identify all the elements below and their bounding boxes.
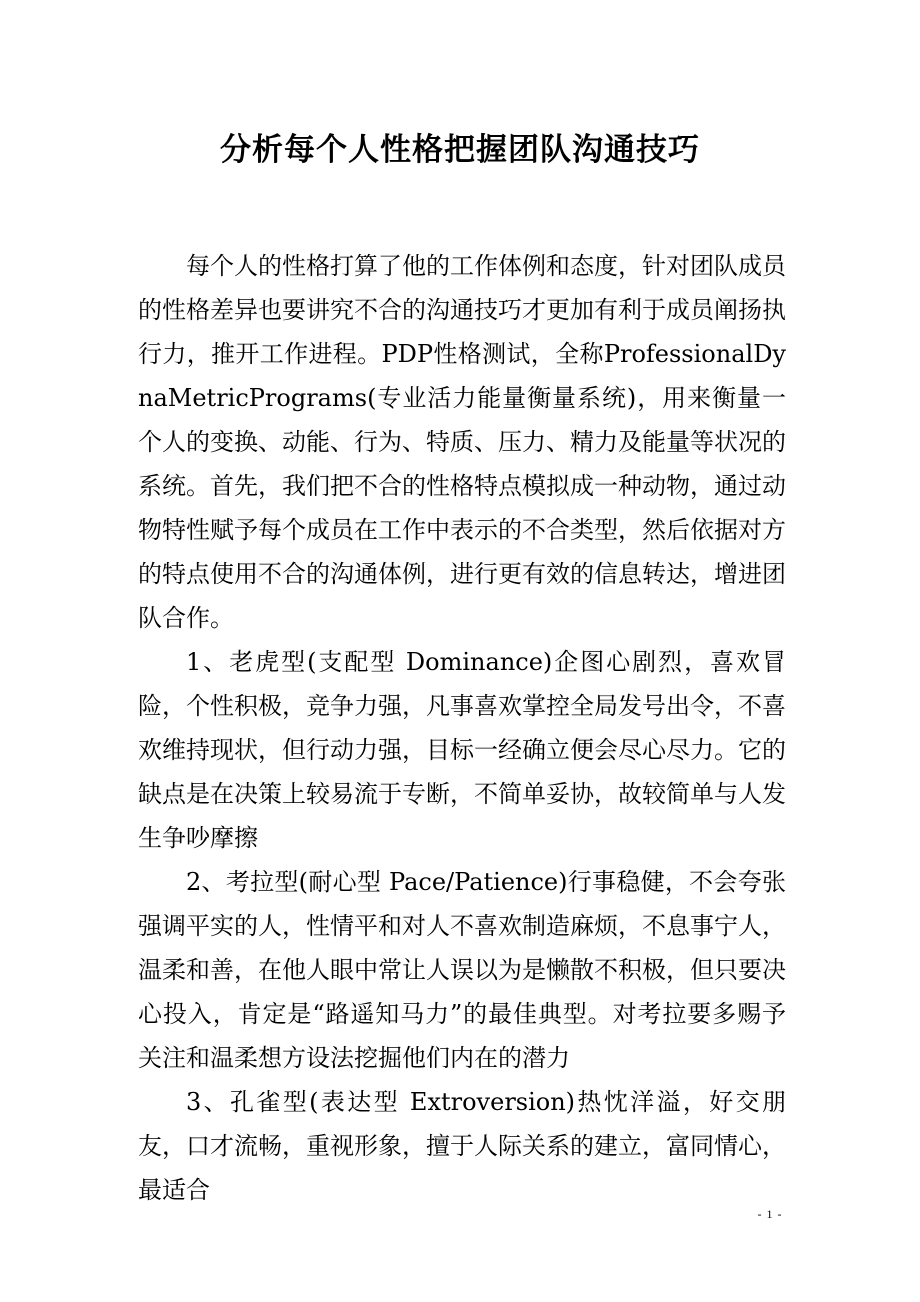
paragraph-koala-type: 2、考拉型(耐心型 Pace/Patience)行事稳健，不会夸张强调平实的人，性情平和对人不喜欢制造麻烦，不息事宁人，温柔和善，在他人眼中常让人误以为是懒散不积极，但只要决心投入，肯定是“路遥知马力”的最佳典型。对考拉要多赐予关注和温柔想方设法挖掘他们内在的潜力 bbox=[138, 868, 786, 1072]
paragraph-peacock-type: 3、孔雀型(表达型 Extroversion)热忱洋溢，好交朋友，口才流畅，重视形象，擅于人际关系的建立，富同情心，最适合 bbox=[138, 1088, 786, 1204]
document-title: 分析每个人性格把握团队沟通技巧 bbox=[220, 132, 700, 168]
document-body bbox=[138, 244, 786, 1212]
page-number: - 1 - bbox=[757, 1207, 783, 1221]
paragraph-intro: 每个人的性格打算了他的工作体例和态度，针对团队成员的性格差异也要讲究不合的沟通技巧才更加有利于成员阐扬执行力，推开工作进程。PDP性格测试，全称ProfessionalDynaMetricPrograms(专业活力能量衡量系统)，用来衡量一个人的变换、动能、行为、特质、压力、精力及能量等状况的系统。首先，我们把不合的性格特点模拟成一种动物，通过动物特性赋予每个成员在工作中表示的不合类型，然后依据对方的特点使用不合的沟通体例，进行更有效的信息转达，增进团队合作。 bbox=[138, 252, 786, 632]
paragraph-tiger-type: 1、老虎型(支配型 Dominance)企图心剧烈，喜欢冒险，个性积极，竞争力强，凡事喜欢掌控全局发号出令，不喜欢维持现状，但行动力强，目标一经确立便会尽心尽力。它的缺点是在决策上较易流于专断，不简单妥协，故较简单与人发生争吵摩擦 bbox=[138, 648, 786, 852]
